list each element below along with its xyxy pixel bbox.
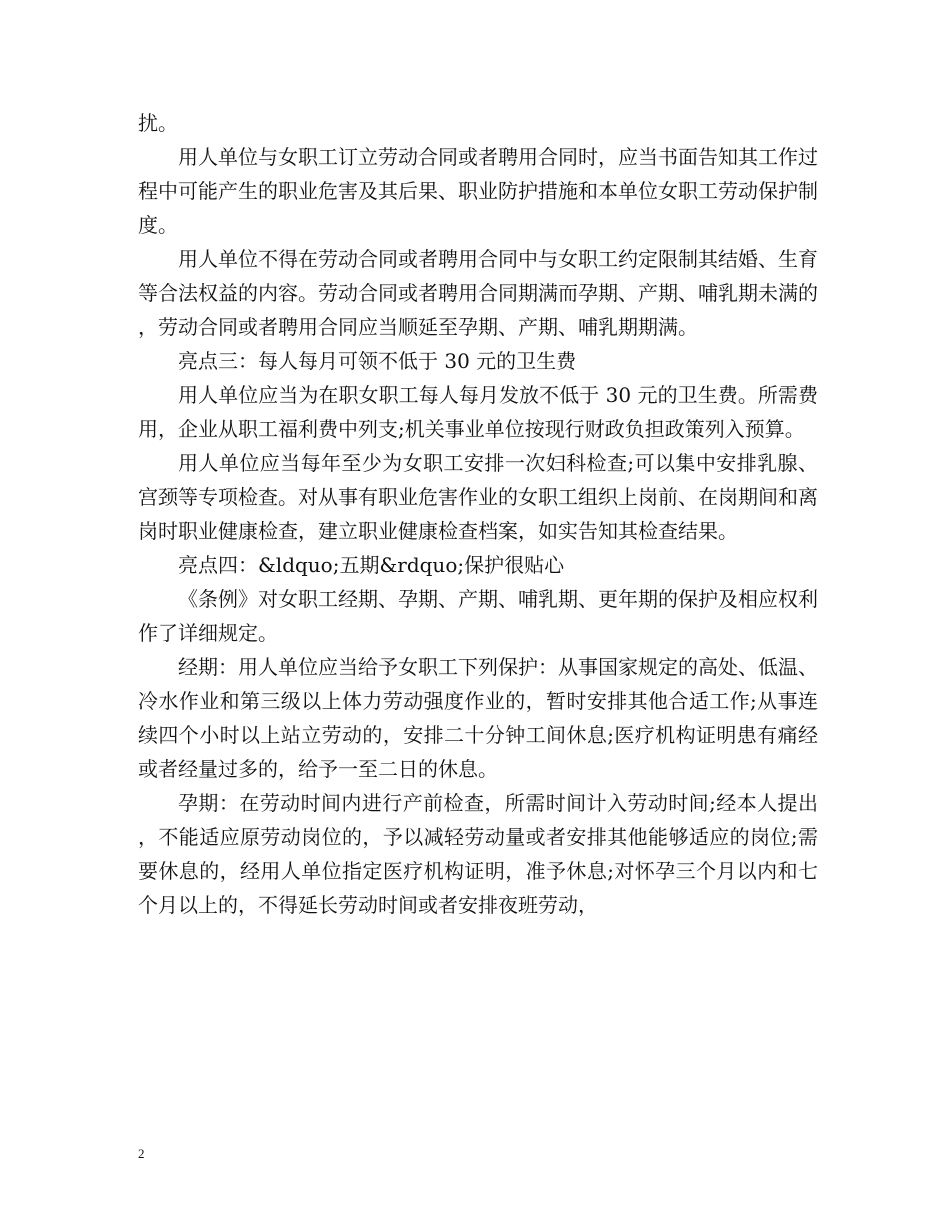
paragraph-hygiene-fee: 用人单位应当为在职女职工每人每月发放不低于 30 元的卫生费。所需费用，企业从职工福利费中列支;机关事业单位按现行财政负担政策列入预算。 [138, 383, 818, 441]
paragraph-continuation: 扰。 [138, 111, 178, 135]
paragraph-pregnancy-period: 孕期：在劳动时间内进行产前检查，所需时间计入劳动时间;经本人提出，不能适应原劳动岗位的，予以减轻劳动量或者安排其他能够适应的岗位;需要休息的，经用人单位指定医疗机构证明，准予休息;对怀孕三个月以内和七个月以上的，不得延长劳动时间或者安排夜班劳动， [138, 791, 818, 917]
document-body [138, 106, 818, 922]
paragraph-regulation-overview: 《条例》对女职工经期、孕期、产期、哺乳期、更年期的保护及相应权利作了详细规定。 [138, 587, 818, 645]
heading-highlight-four: 亮点四：&ldquo;五期&rdquo;保护很贴心 [178, 553, 565, 577]
paragraph-menstrual-period: 经期：用人单位应当给予女职工下列保护：从事国家规定的高处、低温、冷水作业和第三级以上体力劳动强度作业的，暂时安排其他合适工作;从事连续四个小时以上站立劳动的，安排二十分钟工间休息;医疗机构证明患有痛经或者经量过多的，给予一至二日的休息。 [138, 655, 818, 781]
paragraph-health-check: 用人单位应当每年至少为女职工安排一次妇科检查;可以集中安排乳腺、宫颈等专项检查。对从事有职业危害作业的女职工组织上岗前、在岗期间和离岗时职业健康检查，建立职业健康检查档案，如实告知其检查结果。 [138, 451, 818, 543]
paragraph-contract-notice: 用人单位与女职工订立劳动合同或者聘用合同时，应当书面告知其工作过程中可能产生的职业危害及其后果、职业防护措施和本单位女职工劳动保护制度。 [138, 145, 818, 237]
heading-highlight-three: 亮点三：每人每月可领不低于 30 元的卫生费 [178, 349, 577, 373]
page-number: 2 [138, 1146, 145, 1161]
paragraph-contract-restriction: 用人单位不得在劳动合同或者聘用合同中与女职工约定限制其结婚、生育等合法权益的内容。劳动合同或者聘用合同期满而孕期、产期、哺乳期未满的，劳动合同或者聘用合同应当顺延至孕期、产期、哺乳期期满。 [138, 247, 818, 339]
